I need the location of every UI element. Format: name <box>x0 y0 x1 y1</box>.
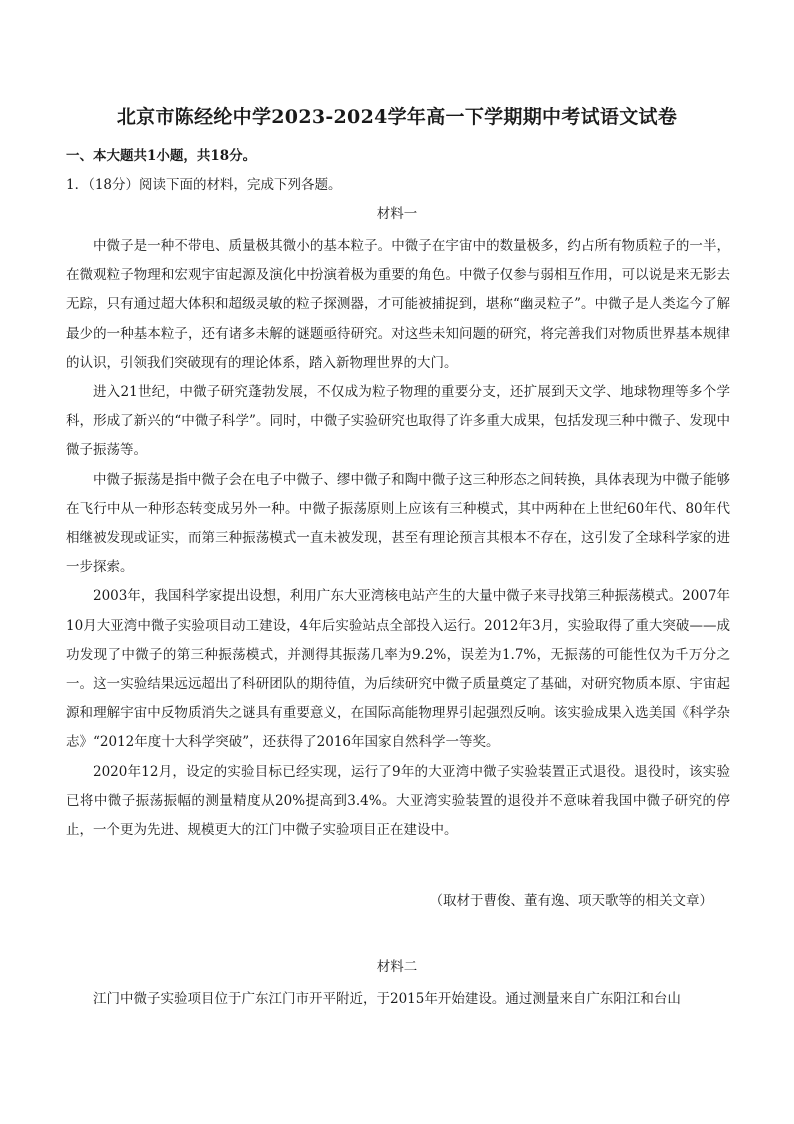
material-one-paragraph: 2003年，我国科学家提出设想，利用广东大亚湾核电站产生的大量中微子来寻找第三种振荡模式。2007年10月大亚湾中微子实验项目动工建设，4年后实验站点全部投入运行。2012年3月，实验取得了重大突破——成功发现了中微子的第三种振荡模式，并测得其振荡几率为9.2%，误差为1.7%，无振荡的可能性仅为千万分之一。这一实验结果远远超出了科研团队的期待值，为后续研究中微子质量奠定了基础，对研究物质本原、宇宙起源和理解宇宙中反物质消失之谜具有重要意义，在国际高能物理界引起强烈反响。该实验成果入选美国《科学杂志》“2012年度十大科学突破”，还获得了2016年国家自然科学一等奖。 <box>66 588 730 751</box>
material-two-body <box>66 985 730 1014</box>
material-one-source: （取材于曹俊、董有逸、项天歌等的相关文章） <box>429 893 713 909</box>
material-one-body <box>66 232 730 845</box>
section-heading: 一、本大题共1小题，共18分。 <box>66 148 257 164</box>
question-heading: 1．（18分）阅读下面的材料，完成下列各题。 <box>66 177 342 193</box>
exam-title: 北京市陈经纶中学2023-2024学年高一下学期期中考试语文试卷 <box>116 106 678 128</box>
material-one-title: 材料一 <box>376 206 418 222</box>
material-one-paragraph: 2020年12月，设定的实验目标已经实现，运行了9年的大亚湾中微子实验装置正式退役。退役时，该实验已将中微子振荡振幅的测量精度从20%提高到3.4%。大亚湾实验装置的退役并不意味着我国中微子研究的停止，一个更为先进、规模更大的江门中微子实验项目正在建设中。 <box>66 763 730 839</box>
material-one-paragraph: 中微子振荡是指中微子会在电子中微子、缪中微子和陶中微子这三种形态之间转换，具体表现为中微子能够在飞行中从一种形态转变成另外一种。中微子振荡原则上应该有三种模式，其中两种在上世纪60年代、80年代相继被发现或证实，而第三种振荡模式一直未被发现，甚至有理论预言其根本不存在，这引发了全球科学家的进一步探索。 <box>66 471 730 576</box>
material-two-paragraph: 江门中微子实验项目位于广东江门市开平附近，于2015年开始建设。通过测量来自广东阳江和台山 <box>93 991 681 1007</box>
material-one-paragraph: 进入21世纪，中微子研究蓬勃发展，不仅成为粒子物理的重要分支，还扩展到天文学、地球物理等多个学科，形成了新兴的“中微子科学”。同时，中微子实验研究也取得了许多重大成果，包括发现三种中微子、发现中微子振荡等。 <box>66 384 730 459</box>
material-one-paragraph: 中微子是一种不带电、质量极其微小的基本粒子。中微子在宇宙中的数量极多，约占所有物质粒子的一半，在微观粒子物理和宏观宇宙起源及演化中扮演着极为重要的角色。中微子仅参与弱相互作用，可以说是来无影去无踪，只有通过超大体积和超级灵敏的粒子探测器，才可能被捕捉到，堪称“幽灵粒子”。中微子是人类迄今了解最少的一种基本粒子，还有诸多未解的谜题亟待研究。对这些未知问题的研究，将完善我们对物质世界基本规律的认识，引领我们突破现有的理论体系，踏入新物理世界的大门。 <box>66 238 730 371</box>
material-two-title: 材料二 <box>376 959 418 975</box>
